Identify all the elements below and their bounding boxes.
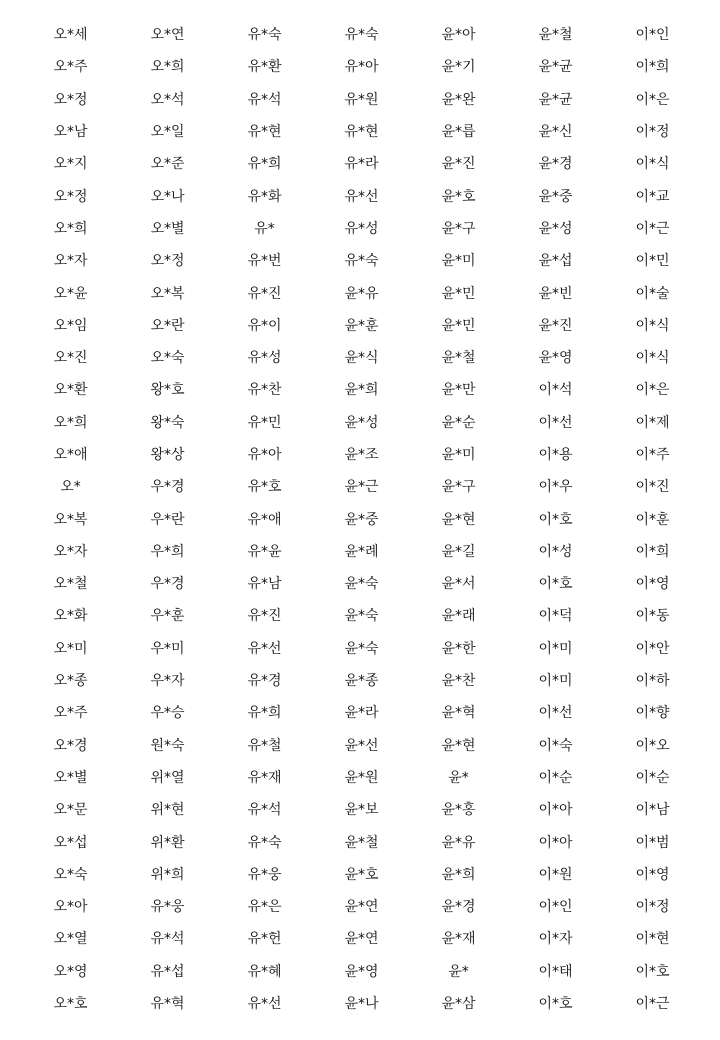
name-cell: 이*훈 — [635, 511, 670, 528]
name-cell: 윤*기 — [441, 59, 476, 76]
name-cell: 오*애 — [53, 447, 88, 463]
name-cell: 유*선 — [344, 188, 379, 205]
name-cell: 윤*희 — [344, 382, 379, 399]
name-cell: 오*희 — [53, 220, 88, 237]
name-cell: 이*주 — [635, 447, 670, 463]
name-cell: 오*자 — [53, 253, 88, 270]
name-cell: 윤*민 — [441, 285, 476, 302]
name-cell: 유* — [254, 220, 275, 237]
name-cell: 이*원 — [538, 866, 573, 883]
name-cell: 윤*진 — [538, 317, 573, 334]
name-cell: 윤*신 — [538, 124, 573, 141]
name-cell: 유*석 — [247, 91, 282, 108]
name-cell: 이*희 — [635, 543, 670, 560]
name-cell: 이*용 — [538, 447, 573, 463]
name-cell: 윤* — [448, 769, 469, 786]
name-cell: 이*현 — [635, 931, 670, 948]
name-cell: 유*숙 — [247, 834, 282, 851]
name-cell: 이*진 — [635, 479, 670, 496]
name-cell: 위*현 — [150, 802, 185, 819]
name-cell: 유*경 — [247, 673, 282, 690]
name-cell: 유*현 — [344, 124, 379, 141]
name-cell: 이*미 — [538, 640, 573, 657]
name-cell: 오*세 — [53, 27, 88, 44]
name-cell: 유*환 — [247, 59, 282, 76]
name-cell: 윤*선 — [344, 737, 379, 754]
name-cell: 오* — [60, 479, 81, 496]
name-cell: 윤*구 — [441, 479, 476, 496]
name-cell: 유*현 — [247, 124, 282, 141]
name-cell: 유*진 — [247, 285, 282, 302]
name-cell: 윤*진 — [441, 156, 476, 173]
name-cell: 유*웅 — [247, 866, 282, 883]
name-cell: 왕*숙 — [150, 414, 185, 431]
name-cell: 오*나 — [150, 188, 185, 205]
name-cell: 유*원 — [344, 91, 379, 108]
name-cell: 이*은 — [635, 382, 670, 399]
name-cell: 윤*미 — [441, 447, 476, 463]
name-cell: 윤*경 — [538, 156, 573, 173]
name-cell: 오*임 — [53, 317, 88, 334]
name-cell: 윤* — [448, 963, 469, 980]
name-cell: 이*순 — [635, 769, 670, 786]
name-cell: 윤*숙 — [344, 576, 379, 593]
name-cell: 이*향 — [635, 705, 670, 722]
name-cell: 오*희 — [53, 414, 88, 431]
name-cell: 윤*례 — [344, 543, 379, 560]
name-cell: 이*근 — [635, 220, 670, 237]
name-cell: 오*화 — [53, 608, 88, 625]
name-cell: 유*호 — [247, 479, 282, 496]
name-cell: 오*남 — [53, 124, 88, 141]
name-cell: 윤*삼 — [441, 996, 476, 1013]
name-cell: 우*승 — [150, 705, 185, 722]
name-cell: 유*아 — [344, 59, 379, 76]
name-cell: 윤*섭 — [538, 253, 573, 270]
name-cell: 이*하 — [635, 673, 670, 690]
name-cell: 윤*훈 — [344, 317, 379, 334]
name-cell: 윤*순 — [441, 414, 476, 431]
name-cell: 윤*만 — [441, 382, 476, 399]
name-cell: 윤*연 — [344, 931, 379, 948]
name-cell: 오*별 — [150, 220, 185, 237]
name-cell: 원*숙 — [150, 737, 185, 754]
name-cell: 오*호 — [53, 996, 88, 1013]
name-cell: 이*숙 — [538, 737, 573, 754]
name-cell: 이*자 — [538, 931, 573, 948]
name-cell: 유*애 — [247, 511, 282, 528]
name-cell: 이*영 — [635, 866, 670, 883]
name-cell: 오*환 — [53, 382, 88, 399]
name-cell: 윤*구 — [441, 220, 476, 237]
name-cell: 오*정 — [53, 188, 88, 205]
name-cell: 윤*경 — [441, 899, 476, 916]
name-cell: 윤*현 — [441, 737, 476, 754]
name-cell: 유*은 — [247, 899, 282, 916]
name-cell: 윤*보 — [344, 802, 379, 819]
name-cell: 오*주 — [53, 705, 88, 722]
name-cell: 오*자 — [53, 543, 88, 560]
name-cell: 오*복 — [53, 511, 88, 528]
name-cell: 이*호 — [538, 511, 573, 528]
name-cell: 오*석 — [150, 91, 185, 108]
name-cell: 유*혁 — [150, 996, 185, 1013]
name-cell: 이*순 — [538, 769, 573, 786]
name-cell: 윤*영 — [344, 963, 379, 980]
name-cell: 오*란 — [150, 317, 185, 334]
name-cell: 오*복 — [150, 285, 185, 302]
name-cell: 유*민 — [247, 414, 282, 431]
name-cell: 유*석 — [150, 931, 185, 948]
name-cell: 오*별 — [53, 769, 88, 786]
name-cell: 이*정 — [635, 899, 670, 916]
name-cell: 윤*숙 — [344, 608, 379, 625]
name-cell: 우*경 — [150, 576, 185, 593]
name-cell: 윤*혁 — [441, 705, 476, 722]
name-cell: 이*선 — [538, 705, 573, 722]
name-cell: 오*주 — [53, 59, 88, 76]
name-cell: 이*민 — [635, 253, 670, 270]
name-cell: 오*열 — [53, 931, 88, 948]
name-cell: 위*환 — [150, 834, 185, 851]
name-cell: 윤*중 — [538, 188, 573, 205]
name-cell: 우*자 — [150, 673, 185, 690]
name-cell: 유*번 — [247, 253, 282, 270]
name-cell: 유*성 — [344, 220, 379, 237]
name-cell: 이*미 — [538, 673, 573, 690]
name-cell: 유*희 — [247, 156, 282, 173]
name-cell: 이*술 — [635, 285, 670, 302]
name-cell: 이*식 — [635, 156, 670, 173]
name-cell: 유*윤 — [247, 543, 282, 560]
name-cell: 오*진 — [53, 350, 88, 367]
name-cell: 오*영 — [53, 963, 88, 980]
name-cell: 유*숙 — [344, 253, 379, 270]
name-cell: 유*혜 — [247, 963, 282, 980]
name-cell: 우*경 — [150, 479, 185, 496]
name-cell: 이*우 — [538, 479, 573, 496]
name-cell: 유*선 — [247, 996, 282, 1013]
name-cell: 이*식 — [635, 350, 670, 367]
name-cell: 이*남 — [635, 802, 670, 819]
name-cell: 윤*나 — [344, 996, 379, 1013]
name-cell: 오*준 — [150, 156, 185, 173]
name-cell: 오*숙 — [150, 350, 185, 367]
name-cell: 오*종 — [53, 673, 88, 690]
name-cell: 윤*유 — [441, 834, 476, 851]
name-cell: 윤*희 — [441, 866, 476, 883]
name-cell: 이*동 — [635, 608, 670, 625]
name-cell: 윤*균 — [538, 91, 573, 108]
name-cell: 이*제 — [635, 414, 670, 431]
name-cell: 오*일 — [150, 124, 185, 141]
name-cell: 유*석 — [247, 802, 282, 819]
name-cell: 이*아 — [538, 802, 573, 819]
name-cell: 윤*빈 — [538, 285, 573, 302]
name-cell: 윤*유 — [344, 285, 379, 302]
name-cell: 이*선 — [538, 414, 573, 431]
name-cell: 오*철 — [53, 576, 88, 593]
name-cell: 유*웅 — [150, 899, 185, 916]
name-cell: 유*철 — [247, 737, 282, 754]
name-cell: 오*연 — [150, 27, 185, 44]
name-cell: 이*호 — [538, 996, 573, 1013]
name-cell: 유*희 — [247, 705, 282, 722]
name-cell: 윤*재 — [441, 931, 476, 948]
name-cell: 오*아 — [53, 899, 88, 916]
name-cell: 윤*미 — [441, 253, 476, 270]
name-cell: 윤*중 — [344, 511, 379, 528]
name-cell: 오*경 — [53, 737, 88, 754]
name-cell: 이*식 — [635, 317, 670, 334]
name-cell: 윤*연 — [344, 899, 379, 916]
name-cell: 오*문 — [53, 802, 88, 819]
name-cell: 윤*찬 — [441, 673, 476, 690]
name-cell: 이*오 — [635, 737, 670, 754]
name-cell: 이*성 — [538, 543, 573, 560]
name-cell: 오*섭 — [53, 834, 88, 851]
name-cell: 오*희 — [150, 59, 185, 76]
name-cell: 윤*철 — [538, 27, 573, 44]
name-cell: 유*섭 — [150, 963, 185, 980]
name-cell: 유*화 — [247, 188, 282, 205]
name-cell: 오*정 — [53, 91, 88, 108]
name-cell: 이*인 — [635, 27, 670, 44]
name-cell: 이*아 — [538, 834, 573, 851]
name-cell: 이*인 — [538, 899, 573, 916]
name-cell: 우*훈 — [150, 608, 185, 625]
name-cell: 윤*종 — [344, 673, 379, 690]
name-cell: 유*진 — [247, 608, 282, 625]
name-cell: 윤*한 — [441, 640, 476, 657]
name-cell: 유*성 — [247, 350, 282, 367]
name-cell: 유*숙 — [344, 27, 379, 44]
name-cell: 윤*원 — [344, 769, 379, 786]
name-cell: 유*라 — [344, 156, 379, 173]
name-cell: 우*미 — [150, 640, 185, 657]
name-cell: 윤*아 — [441, 27, 476, 44]
name-cell: 윤*현 — [441, 511, 476, 528]
name-cell: 오*정 — [150, 253, 185, 270]
name-cell: 유*남 — [247, 576, 282, 593]
name-cell: 유*헌 — [247, 931, 282, 948]
name-cell: 윤*래 — [441, 608, 476, 625]
name-cell: 윤*조 — [344, 447, 379, 463]
name-cell: 유*재 — [247, 769, 282, 786]
name-cell: 윤*숙 — [344, 640, 379, 657]
name-cell: 윤*성 — [538, 220, 573, 237]
name-cell: 이*희 — [635, 59, 670, 76]
name-cell: 이*호 — [538, 576, 573, 593]
name-cell: 이*은 — [635, 91, 670, 108]
name-cell: 유*이 — [247, 317, 282, 334]
name-cell: 이*안 — [635, 640, 670, 657]
name-cell: 윤*서 — [441, 576, 476, 593]
name-cell: 왕*상 — [150, 447, 185, 463]
name-cell: 이*석 — [538, 382, 573, 399]
name-cell: 이*범 — [635, 834, 670, 851]
name-cell: 윤*릅 — [441, 124, 476, 141]
name-cell: 윤*호 — [441, 188, 476, 205]
name-cell: 우*란 — [150, 511, 185, 528]
name-cell: 이*호 — [635, 963, 670, 980]
name-cell: 윤*철 — [344, 834, 379, 851]
name-cell: 왕*호 — [150, 382, 185, 399]
name-cell: 위*열 — [150, 769, 185, 786]
name-cell: 유*아 — [247, 447, 282, 463]
name-cell: 이*영 — [635, 576, 670, 593]
name-cell: 윤*영 — [538, 350, 573, 367]
name-cell: 오*미 — [53, 640, 88, 657]
name-cell: 윤*라 — [344, 705, 379, 722]
name-cell: 윤*길 — [441, 543, 476, 560]
name-cell: 이*근 — [635, 996, 670, 1013]
name-cell: 윤*식 — [344, 350, 379, 367]
name-cell: 윤*홍 — [441, 802, 476, 819]
name-cell: 유*찬 — [247, 382, 282, 399]
name-cell: 윤*균 — [538, 59, 573, 76]
name-cell: 오*지 — [53, 156, 88, 173]
name-cell: 이*정 — [635, 124, 670, 141]
name-cell: 윤*호 — [344, 866, 379, 883]
name-cell: 이*덕 — [538, 608, 573, 625]
name-cell: 유*숙 — [247, 27, 282, 44]
name-cell: 유*선 — [247, 640, 282, 657]
name-cell: 윤*성 — [344, 414, 379, 431]
name-cell: 이*교 — [635, 188, 670, 205]
name-grid — [22, 19, 701, 1020]
name-cell: 이*태 — [538, 963, 573, 980]
name-cell: 오*윤 — [53, 285, 88, 302]
name-cell: 윤*근 — [344, 479, 379, 496]
name-cell: 위*희 — [150, 866, 185, 883]
name-cell: 윤*민 — [441, 317, 476, 334]
name-cell: 윤*철 — [441, 350, 476, 367]
name-cell: 오*숙 — [53, 866, 88, 883]
name-cell: 윤*완 — [441, 91, 476, 108]
name-cell: 우*희 — [150, 543, 185, 560]
